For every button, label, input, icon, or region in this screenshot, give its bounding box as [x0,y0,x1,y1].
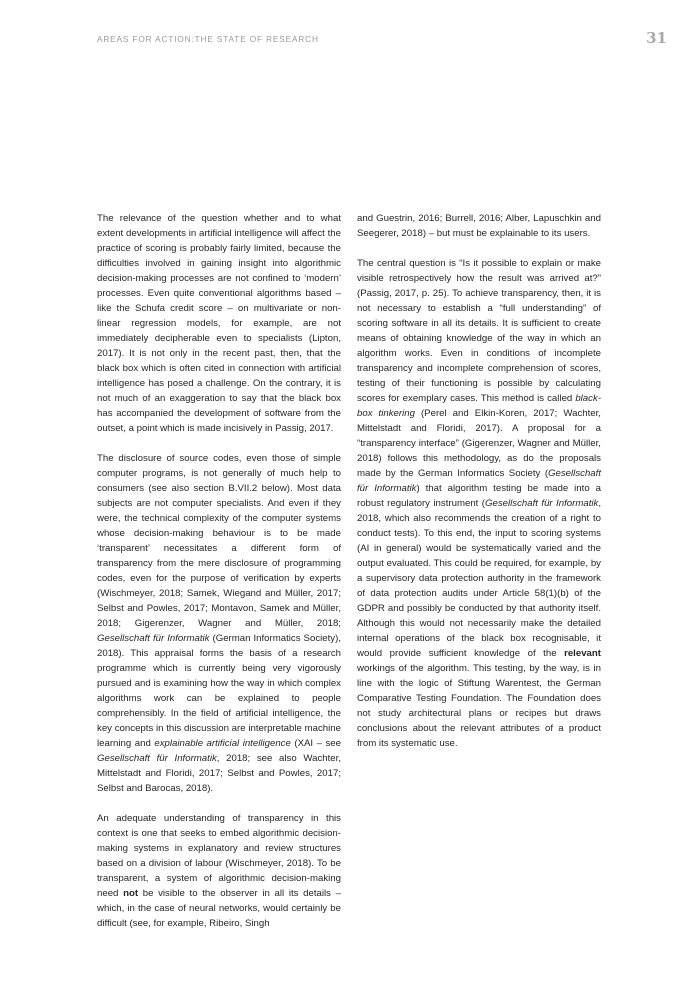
italic-term: Gesellschaft für Informatik [97,753,217,764]
bold-term: not [123,888,139,899]
paragraph [357,256,601,751]
text-run: (XAI – see [290,738,341,749]
text-run: be visible to the observer in all its details – which, in the case of neural networks, would certainly be difficult (see, for example, Ribeiro, Singh [97,888,341,929]
bold-term: relevant [564,648,601,659]
text-run: , 2018, which also recommends the creation of a right to conduct tests). To this end, the input to scoring systems (AI in general) would be systematically varied and the output evaluated. This could be required, for example, by a supervisory data protection authority in the framework of data protection audits under Article 58(1)(b) of the GDPR and possibly be conducted by that authority itself. Although this would not necessarily make the detailed internal operations of the black box recognisable, it would provide sufficient knowledge of the [357,498,602,659]
running-head: AREAS FOR ACTION:THE STATE OF RESEARCH [97,35,319,44]
paragraph [97,811,341,931]
italic-term: Gesellschaft für Informatik [97,633,210,644]
left-column [97,211,341,931]
text-run: An adequate understanding of transparency in this context is one that seeks to embed algorithmic decision-making systems in explanatory and review structures based on a division of labour (Wischmeyer, 2018). To be transparent, a system of algorithmic decision-making need [97,813,341,899]
text-run: The central question is “Is it possible to explain or make visible retrospectively how the result was arrived at?” (Passig, 2017, p. 25). To achieve transparency, then, it is not necessary to establish a “full understanding” of scoring software in all its details. It is sufficient to create means of obtaining knowledge of the way in which an algorithm works. Even in conditions of incomplete transparency and incomplete comprehension of scores, testing of their functioning is possible by calculating scores for exemplary cases. This method is called [357,258,601,404]
paragraph [97,451,341,796]
text-run: , 2018; see also Wachter, Mittelstadt and Floridi, 2017; Selbst and Powles, 2017; Selbst and Barocas, 2018). [97,753,341,794]
right-column [357,211,601,751]
page-number: 31 [646,29,667,47]
paragraph: and Guestrin, 2016; Burrell, 2016; Alber, Lapuschkin and Seegerer, 2018) – but must be explainable to its users. [357,213,601,239]
italic-term: Gesellschaft für Informatik [485,498,599,509]
text-run: workings of the algorithm. This testing, by the way, is in line with the logic of Stiftung Warentest, the German Comparative Testing Foundation. The Foundation does not study architectural plans or recipes but draws conclusions about the relevant attributes of a product from its systematic use. [357,663,601,749]
paragraph: The relevance of the question whether and to what extent developments in artificial intelligence will affect the practice of scoring is probably fairly limited, because the difficulties involved in gaining insight into algorithmic decision-making processes are not confined to ‘modern’ processes. Even quite conventional algorithms based – like the Schufa credit score – on multivariate or non-linear regression models, for example, are not immediately decipherable even to specialists (Lipton, 2017). It is not only in the recent past, then, that the black box which is often cited in connection with artificial intelligence has posed a challenge. On the contrary, it is not much of an exaggeration to say that the black box has accompanied the development of software from the outset, a point which is made incisively in Passig, 2017. [97,213,341,434]
text-run: (Perel and Elkin-Koren, 2017; Wachter, Mittelstadt and Floridi, 2017). A proposal for a “transparency interface” (Gigerenzer, Wagner and Müller, 2018) follows this methodology, as do the proposals made by the German Informatics Society ( [357,408,601,479]
italic-term: Gesellschaft für Informatik [357,468,601,494]
italic-term: black-box tinkering [357,393,601,419]
text-run: The disclosure of source codes, even those of simple computer programs, is not generally of much help to consumers (see also section B.VII.2 below). Most data subjects are not computer specialists. And even if they were, the technical complexity of the computer systems whose decision-making behaviour is to be made ‘transparent’ necessitates a different form of transparency from the mere disclosure of programming codes, even for the purpose of verification by experts (Wischmeyer, 2018; Samek, Wiegand and Müller, 2017; Selbst and Powles, 2017; Montavon, Samek and Müller, 2018; Gigerenzer, Wagner and Müller, 2018; [97,453,341,629]
italic-term: explainable artificial intelligence [154,738,291,749]
text-run: ) that algorithm testing be made into a robust regulatory instrument ( [357,483,601,509]
text-run: (German Informatics Society), 2018). This appraisal forms the basis of a research programme which is currently being very vigorously pursued and is examining how the way in which complex algorithms work can be explained to people comprehensibly. In the field of artificial intelligence, the key concepts in this discussion are interpretable machine learning and [97,633,342,749]
